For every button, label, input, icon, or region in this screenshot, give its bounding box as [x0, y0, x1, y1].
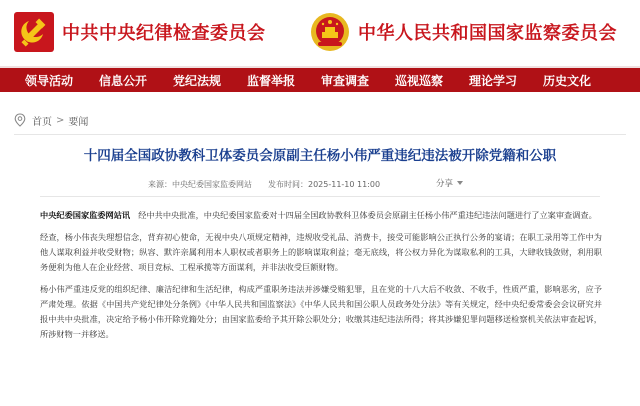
ccdi-logo-group[interactable]: [14, 10, 266, 54]
meta-divider: [40, 196, 600, 197]
ccdi-title: 中共中央纪律检查委员会: [62, 23, 266, 44]
paragraph-text: 杨小伟严重违反党的组织纪律、廉洁纪律和生活纪律，构成严重职务违法并涉嫌受贿犯罪，且在党的十八大后不收敛、不收手，性质严重，影响恶劣，应予严肃处理。依据《中国共产党纪律处分条例》《中华人民共和国监察法》《中华人民共和国公职人员政务处分法》等有关规定，经中央纪委常委会会议研究并报中共中央批准，决定给予杨小伟开除党籍处分；由国家监委给予其开除公职处分；收缴其违纪违法所得；将其涉嫌犯罪问题移送检察机关依法审查起诉，所涉财物一并移送。: [40, 284, 602, 339]
article-source: 来源：中央纪委国家监委网站: [148, 179, 252, 189]
nav-item-5[interactable]: 审查调查: [320, 73, 369, 88]
nsc-logo-group[interactable]: [310, 10, 617, 54]
national-emblem-icon: [310, 12, 350, 52]
article-paragraph: [40, 208, 602, 223]
nav-item-1[interactable]: 领导活动: [24, 73, 73, 88]
breadcrumb-current[interactable]: 要闻: [68, 116, 89, 128]
article-title: 十四届全国政协教科卫体委员会原副主任杨小伟严重违纪违法被开除党籍和公职: [83, 148, 557, 164]
article-lead: 中央纪委国家监委网站讯: [40, 210, 131, 220]
site-header: [0, 0, 640, 68]
nav-item-8[interactable]: 历史文化: [542, 73, 591, 88]
breadcrumb: [14, 112, 88, 128]
location-pin-icon: [14, 113, 26, 127]
paragraph-text: 经查，杨小伟丧失理想信念，背弃初心使命，无视中央八项规定精神，违规收受礼品、消费卡，接受可能影响公正执行公务的宴请；在职工录用等工作中为他人谋取利益并收受财物；纵容、默许亲属利用本人职权或者职务上的影响谋取利益；毫无底线，将公权力异化为谋取私利的工具，大肆收钱敛财，利用职务便利为他人在企业经营、项目竞标、工程承揽等方面谋利，并非法收受巨额财物。: [40, 232, 602, 272]
share-button[interactable]: [436, 176, 463, 190]
main-nav: [0, 68, 640, 92]
breadcrumb-separator: >: [56, 114, 65, 126]
article-paragraph: [40, 282, 602, 342]
nav-item-3[interactable]: 党纪法规: [172, 73, 221, 88]
article-body: [40, 208, 602, 349]
paragraph-text: 经中共中央批准，中央纪委国家监委对十四届全国政协教科卫体委员会原副主任杨小伟严重违纪违法问题进行了立案审查调查。: [138, 210, 597, 220]
nav-item-4[interactable]: 监督举报: [246, 73, 295, 88]
nsc-title: 中华人民共和国国家监察委员会: [358, 23, 617, 44]
article-paragraph: [40, 230, 602, 275]
nav-item-6[interactable]: 巡视巡察: [394, 73, 443, 88]
party-emblem-icon: [14, 12, 54, 52]
nav-item-7[interactable]: 理论学习: [468, 73, 517, 88]
article-date: 发布时间：2025-11-10 11:00: [268, 179, 381, 189]
chevron-down-icon: [457, 181, 463, 185]
article-meta: [148, 178, 380, 190]
share-label: 分享: [436, 179, 454, 189]
nav-item-2[interactable]: 信息公开: [98, 73, 147, 88]
breadcrumb-home[interactable]: 首页: [32, 116, 52, 128]
breadcrumb-divider: [14, 134, 626, 135]
